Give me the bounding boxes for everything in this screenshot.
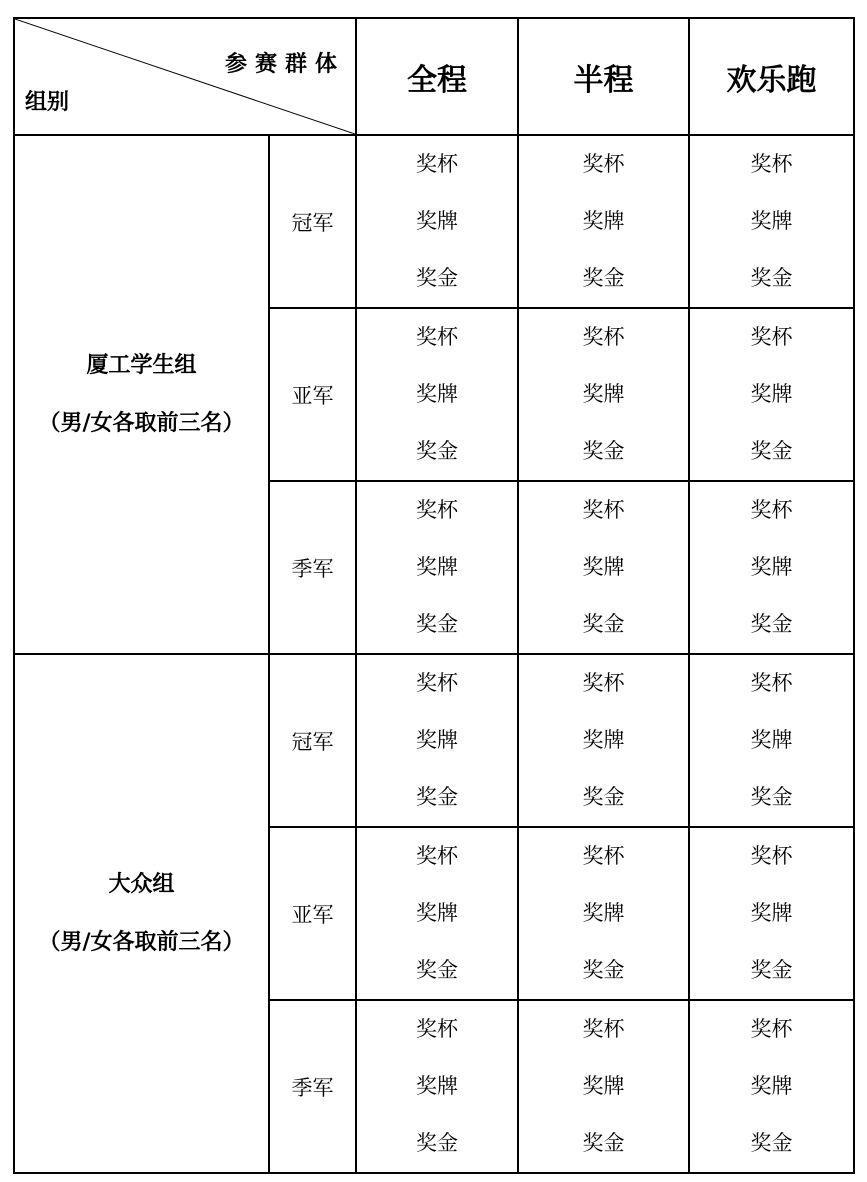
corner-bottom-label: 组别: [25, 90, 70, 115]
prize-item: 奖金: [750, 266, 793, 290]
prize-item: 奖牌: [750, 209, 793, 233]
prize-item: 奖牌: [582, 1074, 625, 1098]
prize-item: 奖牌: [582, 901, 625, 925]
group-note: （男/女各取前三名）: [38, 929, 245, 955]
prize-item: 奖金: [750, 612, 793, 636]
prize-item: 奖杯: [750, 1017, 793, 1041]
column-header-full: 全程: [356, 18, 518, 135]
group-cell: [14, 135, 269, 654]
prize-item: 奖金: [416, 1131, 458, 1155]
prize-item: 奖金: [416, 785, 458, 809]
prize-item: 奖杯: [750, 498, 793, 522]
rank-cell: 季军: [269, 481, 356, 654]
prize-item: 奖金: [582, 785, 625, 809]
prize-item: 奖牌: [582, 555, 625, 579]
prize-item: 奖牌: [416, 728, 458, 752]
prize-item: 奖杯: [750, 325, 793, 349]
column-header-half: 半程: [518, 18, 689, 135]
prize-cell: [518, 308, 689, 481]
prize-cell: [356, 481, 518, 654]
prize-item: 奖金: [750, 958, 793, 982]
rank-cell: 亚军: [269, 308, 356, 481]
prize-item: 奖牌: [416, 209, 458, 233]
prize-cell: [689, 827, 854, 1000]
prize-item: 奖杯: [750, 152, 793, 176]
prize-item: 奖金: [582, 612, 625, 636]
prize-item: 奖杯: [582, 671, 625, 695]
group-name: 厦工学生组: [86, 352, 197, 378]
prize-item: 奖杯: [582, 1017, 625, 1041]
prize-item: 奖金: [582, 439, 625, 463]
prize-item: 奖牌: [750, 901, 793, 925]
prize-item: 奖杯: [416, 1017, 458, 1041]
prize-item: 奖杯: [582, 152, 625, 176]
prize-item: 奖牌: [416, 555, 458, 579]
prize-cell: [356, 827, 518, 1000]
corner-header-cell: [14, 18, 356, 135]
prize-item: 奖牌: [750, 728, 793, 752]
award-row: [14, 135, 854, 308]
prize-item: 奖金: [750, 1131, 793, 1155]
prize-cell: [689, 481, 854, 654]
prize-item: 奖杯: [416, 498, 458, 522]
prize-item: 奖杯: [416, 844, 458, 868]
prize-item: 奖杯: [582, 498, 625, 522]
prize-item: 奖金: [582, 1131, 625, 1155]
prize-item: 奖牌: [416, 1074, 458, 1098]
prize-cell: [689, 308, 854, 481]
prize-cell: [518, 827, 689, 1000]
prize-item: 奖金: [416, 439, 458, 463]
group-name: 大众组: [108, 871, 175, 897]
rank-cell: 季军: [269, 1000, 356, 1173]
prize-cell: [689, 135, 854, 308]
prize-item: 奖杯: [582, 844, 625, 868]
prize-item: 奖牌: [750, 382, 793, 406]
column-header-fun-run: 欢乐跑: [689, 18, 854, 135]
prize-item: 奖杯: [750, 844, 793, 868]
prize-cell: [356, 1000, 518, 1173]
rank-cell: 冠军: [269, 135, 356, 308]
corner-top-label: 参赛群体: [224, 52, 345, 77]
prize-item: 奖牌: [582, 382, 625, 406]
prize-item: 奖牌: [416, 901, 458, 925]
prize-item: 奖牌: [582, 728, 625, 752]
header-row: [14, 18, 854, 135]
award-row: [14, 654, 854, 827]
rank-cell: 冠军: [269, 654, 356, 827]
prize-cell: [518, 481, 689, 654]
prize-cell: [518, 135, 689, 308]
prize-cell: [356, 654, 518, 827]
prize-item: 奖金: [750, 785, 793, 809]
prize-item: 奖金: [416, 266, 458, 290]
prize-item: 奖杯: [416, 152, 458, 176]
award-table: [13, 17, 855, 1174]
prize-cell: [689, 1000, 854, 1173]
prize-item: 奖牌: [750, 555, 793, 579]
prize-item: 奖金: [416, 958, 458, 982]
prize-item: 奖牌: [750, 1074, 793, 1098]
group-cell: [14, 654, 269, 1173]
prize-item: 奖杯: [582, 325, 625, 349]
prize-item: 奖牌: [582, 209, 625, 233]
prize-cell: [689, 654, 854, 827]
group-note: （男/女各取前三名）: [38, 410, 245, 436]
prize-item: 奖杯: [416, 325, 458, 349]
prize-cell: [518, 1000, 689, 1173]
prize-item: 奖杯: [750, 671, 793, 695]
prize-item: 奖金: [750, 439, 793, 463]
prize-cell: [356, 135, 518, 308]
rank-cell: 亚军: [269, 827, 356, 1000]
prize-item: 奖金: [582, 958, 625, 982]
prize-item: 奖金: [416, 612, 458, 636]
prize-item: 奖杯: [416, 671, 458, 695]
prize-item: 奖金: [582, 266, 625, 290]
prize-cell: [518, 654, 689, 827]
prize-item: 奖牌: [416, 382, 458, 406]
prize-cell: [356, 308, 518, 481]
